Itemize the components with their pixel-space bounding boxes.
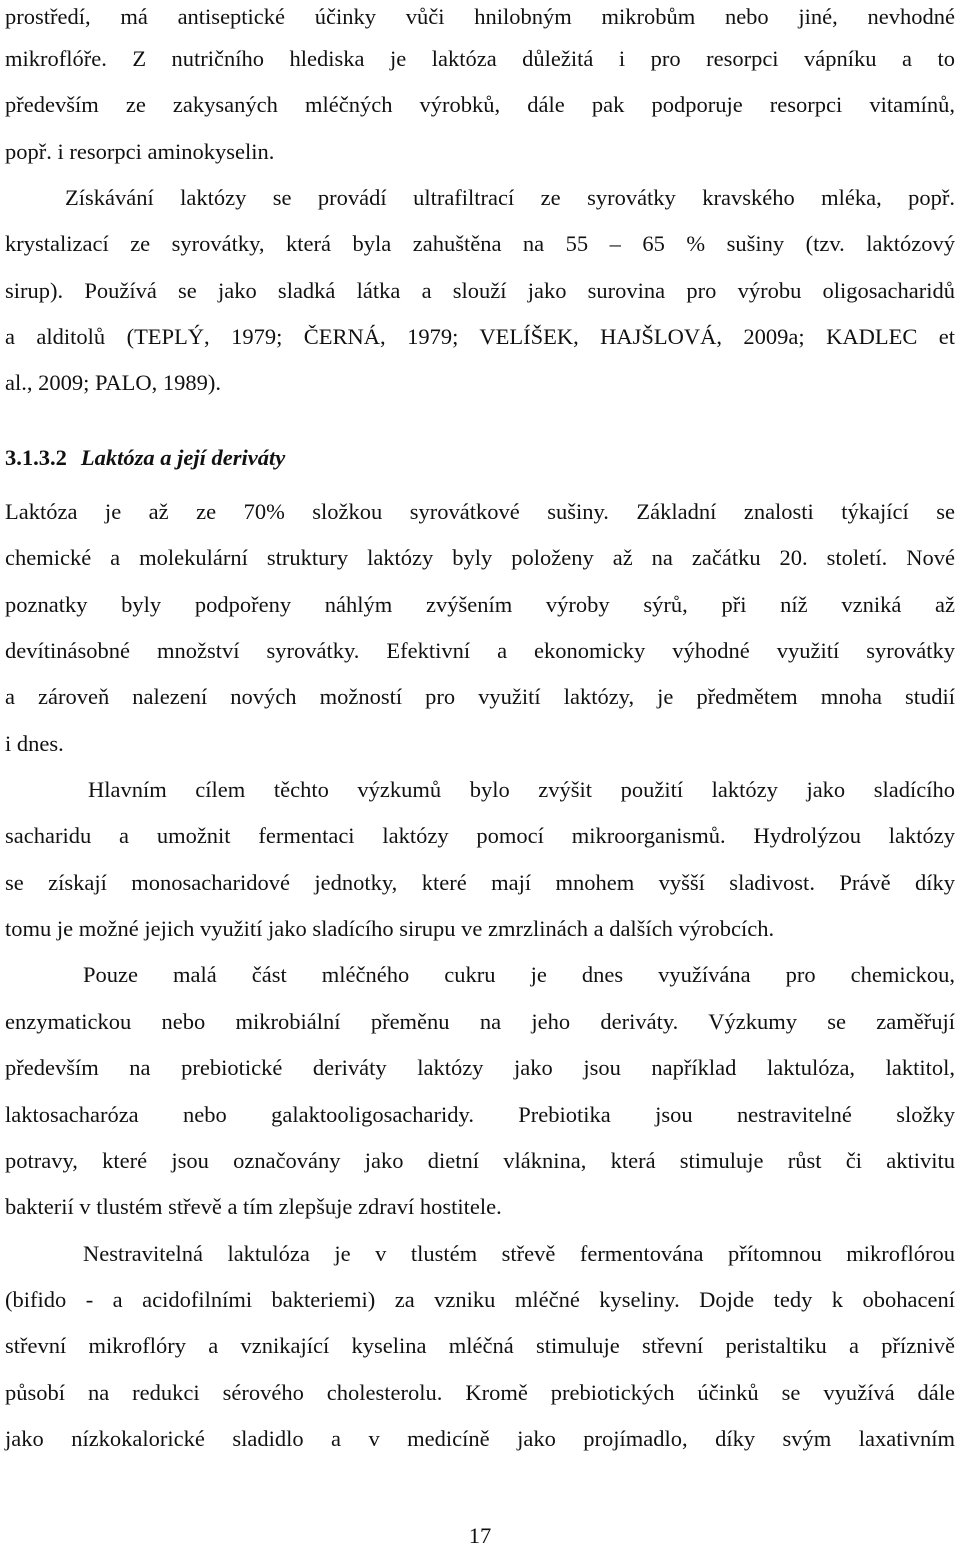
text-line: bakterií v tlustém střevě a tím zlepšuje zdraví hostitele. xyxy=(5,1194,502,1219)
text-line: Hlavním cílem těchto výzkumů bylo zvýšit použití laktózy jako sladícího xyxy=(88,777,955,802)
text-line: jako nízkokalorické sladidlo a v medicíně jako projímadlo, díky svým laxativním xyxy=(5,1426,955,1451)
text-line: krystalizací ze syrovátky, která byla zahuštěna na 55 – 65 % sušiny (tzv. laktózový xyxy=(5,231,955,256)
text-line: prostředí, má antiseptické účinky vůči hnilobným mikrobům nebo jiné, nevhodné xyxy=(5,4,955,29)
text-line: mikroflóře. Z nutričního hlediska je laktóza důležitá i pro resorpci vápníku a to xyxy=(5,46,955,71)
text-line: laktosacharóza nebo galaktooligosacharidy. Prebiotika jsou nestravitelné složky xyxy=(5,1102,955,1127)
text-line: Získávání laktózy se provádí ultrafiltrací ze syrovátky kravského mléka, popř. xyxy=(65,185,955,210)
text-line: popř. i resorpci aminokyselin. xyxy=(5,139,275,164)
text-line: (bifido - a acidofilními bakteriemi) za vzniku mléčné kyseliny. Dojde tedy k obohacení xyxy=(5,1287,955,1312)
text-line: a alditolů (TEPLÝ, 1979; ČERNÁ, 1979; VELÍŠEK, HAJŠLOVÁ, 2009a; KADLEC et xyxy=(5,324,955,349)
text-line: al., 2009; PALO, 1989). xyxy=(5,370,222,395)
text-line: Pouze malá část mléčného cukru je dnes využívána pro chemickou, xyxy=(83,962,955,987)
text-line: sirup). Používá se jako sladká látka a slouží jako surovina pro výrobu oligosacharidů xyxy=(5,278,955,303)
text-line: sacharidu a umožnit fermentaci laktózy pomocí mikroorganismů. Hydrolýzou laktózy xyxy=(5,823,955,848)
section-number: 3.1.3.2 xyxy=(5,445,67,470)
text-line: se získají monosacharidové jednotky, které mají mnohem vyšší sladivost. Právě díky xyxy=(5,870,955,895)
page-number: 17 xyxy=(468,1523,492,1548)
text-line: enzymatickou nebo mikrobiální přeměnu na jeho deriváty. Výzkumy se zaměřují xyxy=(5,1009,955,1034)
text-line: především ze zakysaných mléčných výrobků, dále pak podporuje resorpci vitamínů, xyxy=(5,92,955,117)
section-title: Laktóza a její deriváty xyxy=(80,445,286,470)
text-line: a zároveň nalezení nových možností pro využití laktózy, je předmětem mnoha studií xyxy=(5,684,955,709)
text-line: i dnes. xyxy=(5,731,64,756)
text-line: Laktóza je až ze 70% složkou syrovátkové sušiny. Základní znalosti týkající se xyxy=(5,499,955,524)
text-line: chemické a molekulární struktury laktózy byly položeny až na začátku 20. století. Nové xyxy=(5,545,955,570)
text-line: devítinásobné množství syrovátky. Efektivní a ekonomicky výhodné využití syrovátky xyxy=(5,638,955,663)
section-heading xyxy=(5,441,955,475)
text-line: tomu je možné jejich využití jako sladícího sirupu ve zmrzlinách a dalších výrobcích. xyxy=(5,916,775,941)
text-line: potravy, které jsou označovány jako dietní vláknina, která stimuluje růst či aktivitu xyxy=(5,1148,955,1173)
text-line: Nestravitelná laktulóza je v tlustém střevě fermentována přítomnou mikroflórou xyxy=(83,1241,955,1266)
text-line: poznatky byly podpořeny náhlým zvýšením výroby sýrů, při níž vzniká až xyxy=(5,592,955,617)
text-line: působí na redukci sérového cholesterolu. Kromě prebiotických účinků se využívá dále xyxy=(5,1380,955,1405)
text-line: střevní mikroflóry a vznikající kyselina mléčná stimuluje střevní peristaltiku a příznivě xyxy=(5,1333,955,1358)
text-line: především na prebiotické deriváty laktózy jako jsou například laktulóza, laktitol, xyxy=(5,1055,955,1080)
